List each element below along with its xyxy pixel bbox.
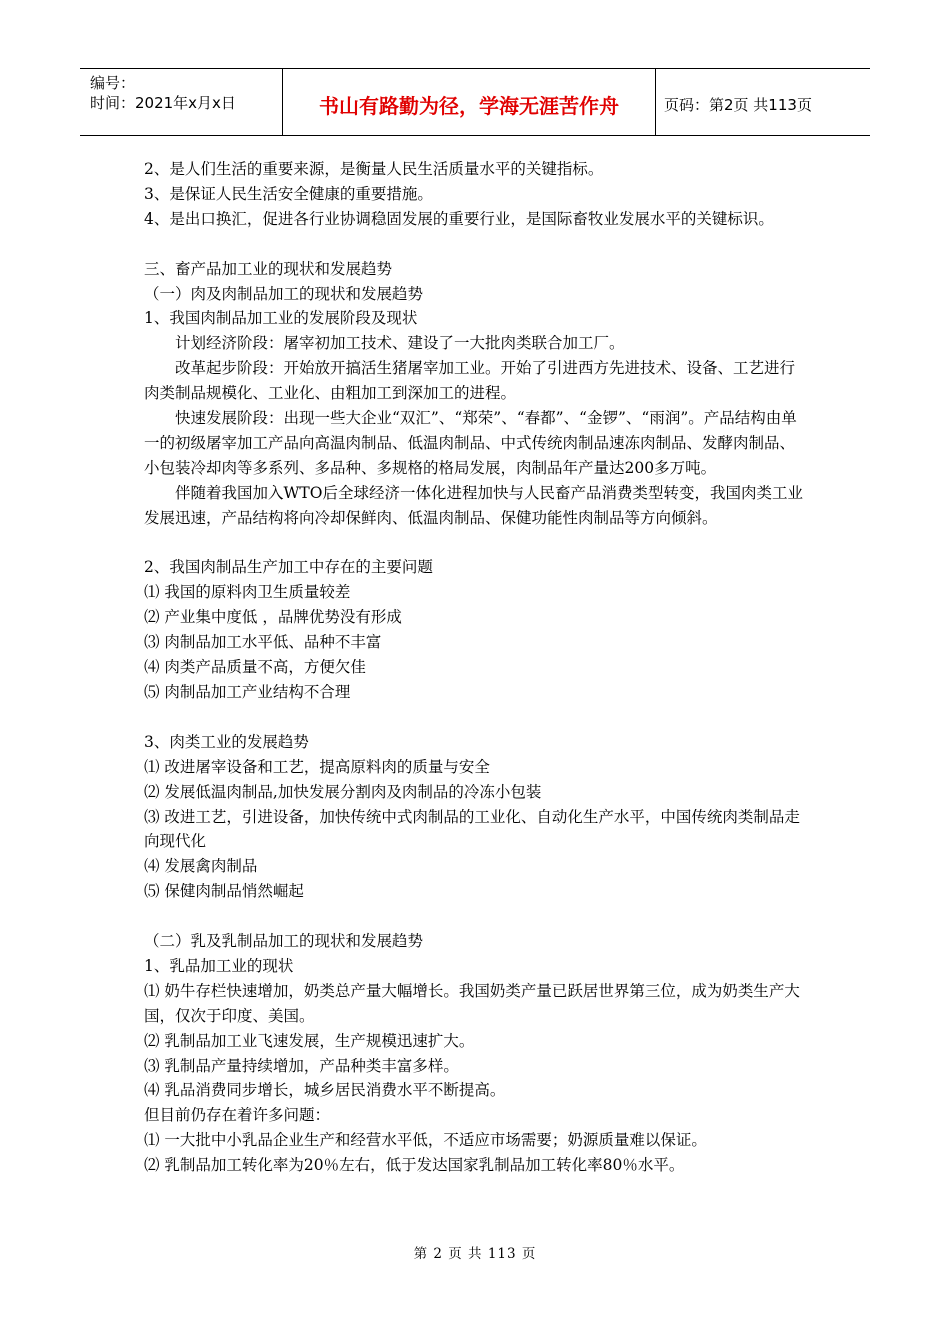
list-item: ⑴ 奶牛存栏快速增加，奶类总产量大幅增长。我国奶类产量已跃居世界第三位，成为奶类生产大国，仅次于印度、美国。 — [144, 981, 800, 1025]
list-item: ⑵ 产业集中度低 ，品牌优势没有形成 — [144, 608, 402, 627]
blank-line — [144, 904, 810, 929]
list-item: ⑷ 发展禽肉制品 — [144, 857, 258, 876]
item-heading: 3、肉类工业的发展趋势 — [144, 732, 309, 751]
list-item: ⑸ 保健肉制品悄然崛起 — [144, 882, 304, 901]
paragraph: 计划经济阶段：屠宰初加工技术、建设了一大批肉类联合加工厂。 — [175, 334, 625, 353]
document-number-label: 编号： — [90, 74, 136, 92]
blank-line — [144, 705, 810, 730]
subsection-heading: （二）乳及乳制品加工的现状和发展趋势 — [144, 932, 424, 951]
item-heading: 1、乳品加工业的现状 — [144, 956, 294, 975]
list-item: ⑴ 一大批中小乳品企业生产和经营水平低，不适应市场需要；奶源质量难以保证。 — [144, 1131, 707, 1150]
list-item: ⑶ 肉制品加工水平低、品种不丰富 — [144, 633, 382, 652]
subsection-heading: （一）肉及肉制品加工的现状和发展趋势 — [144, 284, 424, 303]
list-item: ⑵ 乳制品加工转化率为20％左右，低于发达国家乳制品加工转化率80％水平。 — [144, 1156, 685, 1175]
header-motto: 书山有路勤为径，学海无涯苦作舟 — [282, 69, 656, 135]
paragraph: 3、是保证人民生活安全健康的重要措施。 — [144, 184, 433, 203]
list-item: ⑶ 改进工艺，引进设备，加快传统中式肉制品的工业化、自动化生产水平，中国传统肉类制品走向现代化 — [144, 807, 800, 851]
blank-line — [144, 531, 810, 556]
paragraph: 2、是人们生活的重要来源，是衡量人民生活质量水平的关键指标。 — [144, 160, 604, 178]
list-item: ⑴ 改进屠宰设备和工艺，提高原料肉的质量与安全 — [144, 757, 490, 776]
item-heading: 1、我国肉制品加工业的发展阶段及现状 — [144, 309, 418, 328]
list-item: ⑷ 肉类产品质量不高，方便欠佳 — [144, 658, 366, 677]
blank-line — [144, 232, 810, 257]
list-item: ⑷ 乳品消费同步增长，城乡居民消费水平不断提高。 — [144, 1081, 506, 1100]
paragraph: 伴随着我国加入WTO后全球经济一体化进程加快与人民畜产品消费类型转变，我国肉类工业发展迅速，产品结构将向冷却保鲜肉、低温肉制品、保健功能性肉制品等方向倾斜。 — [144, 483, 803, 527]
header-page-label: 页码：第2页 共113页 — [664, 95, 812, 114]
list-item: ⑵ 发展低温肉制品,加快发展分割肉及肉制品的冷冻小包装 — [144, 782, 542, 801]
page-header — [80, 68, 870, 136]
paragraph: 快速发展阶段：出现一些大企业“双汇”、“郑荣”、“春都”、“金锣”、“雨润”。产品结构由单一的初级屠宰加工产品向高温肉制品、低温肉制品、中式传统肉制品速冻肉制品、发酵肉制品、小包装冷却肉等多系列、多品种、多规格的格局发展，肉制品年产量达200多万吨。 — [144, 409, 797, 477]
page-footer: 第 2 页 共 113 页 — [413, 1246, 537, 1262]
document-time-label: 时间：2021年x月x日 — [90, 94, 236, 112]
header-meta — [80, 69, 282, 135]
paragraph: 但目前仍存在着许多问题： — [144, 1106, 331, 1125]
section-heading: 三、畜产品加工业的现状和发展趋势 — [144, 259, 393, 278]
list-item: ⑸ 肉制品加工产业结构不合理 — [144, 683, 351, 701]
paragraph: 4、是出口换汇，促进各行业协调稳固发展的重要行业，是国际畜牧业发展水平的关键标识。 — [144, 209, 774, 228]
list-item: ⑵ 乳制品加工业飞速发展，生产规模迅速扩大。 — [144, 1031, 475, 1050]
paragraph: 改革起步阶段：开始放开搞活生猪屠宰加工业。开始了引进西方先进技术、设备、工艺进行肉类制品规模化、工业化、由粗加工到深加工的进程。 — [144, 359, 796, 403]
list-item: ⑴ 我国的原料肉卫生质量较差 — [144, 583, 351, 602]
list-item: ⑶ 乳制品产量持续增加，产品种类丰富多样。 — [144, 1056, 459, 1075]
item-heading: 2、我国肉制品生产加工中存在的主要问题 — [144, 558, 433, 577]
document-body — [144, 157, 810, 1178]
